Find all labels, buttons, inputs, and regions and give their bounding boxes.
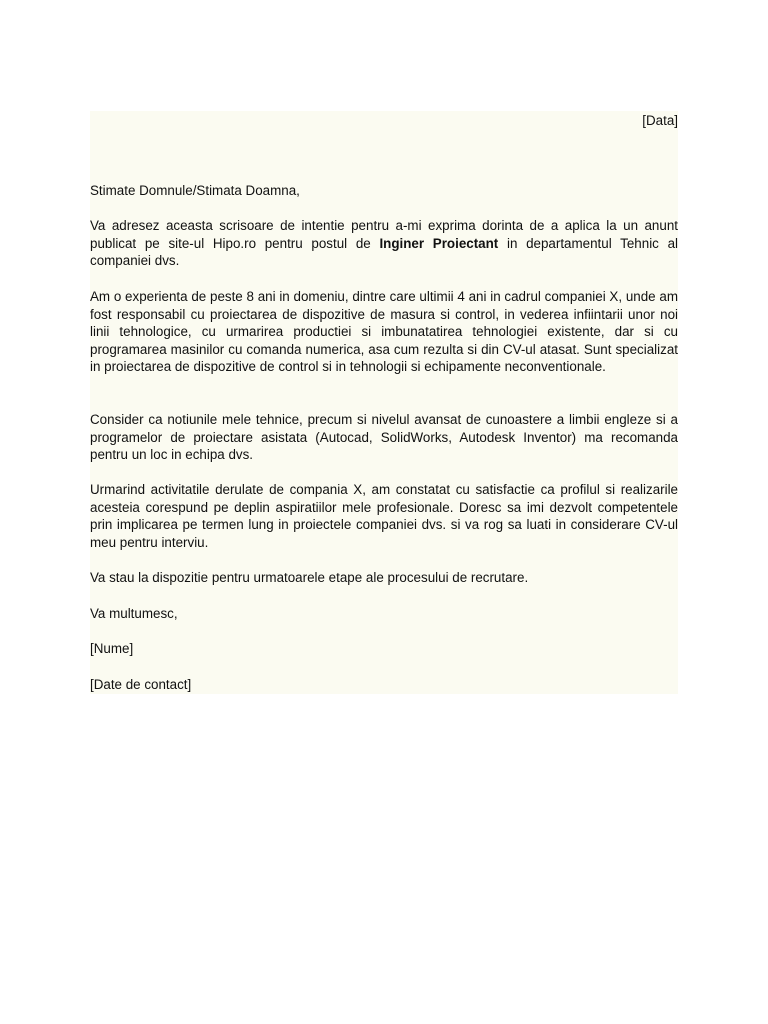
- paragraph-motivation: Urmarind activitatile derulate de compania X, am constatat cu satisfactie ca profilul si realizarile acesteia corespund pe deplin aspiratiilor mele profesionale. Doresc sa imi dezvolt competentele prin implicarea pe termen lung in proiectele companiei dvs. si va rog sa luati in considerare CV-ul meu pentru interviu.: [90, 482, 678, 550]
- date-placeholder: [Data]: [642, 113, 678, 128]
- closing-line: Va multumesc,: [90, 606, 178, 621]
- letter-page: [90, 111, 678, 694]
- paragraph-intro: [90, 217, 678, 270]
- paragraph-skills: Consider ca notiunile mele tehnice, precum si nivelul avansat de cunoastere a limbii engleze si a programelor de proiectare asistata (Autocad, SolidWorks, Autodesk Inventor) ma recomanda pentru un loc in echipa dvs.: [90, 412, 678, 462]
- paragraph-availability: Va stau la dispozitie pentru urmatoarele etape ale procesului de recrutare.: [90, 570, 529, 585]
- paragraph-intro-text-start: Va adresez aceasta scrisoare de intentie pentru a-mi exprima dorinta de a aplica la un anunt publicat pe site-ul Hipo.ro pentru postul de: [90, 218, 678, 251]
- paragraph-intro-text-end: in departamentul Tehnic al companiei dvs.: [90, 235, 678, 268]
- name-placeholder: [Nume]: [90, 641, 134, 656]
- job-title: Inginer Proiectant: [379, 235, 499, 251]
- contact-placeholder: [Date de contact]: [90, 677, 192, 692]
- salutation: Stimate Domnule/Stimata Doamna,: [90, 183, 300, 198]
- paragraph-experience: Am o experienta de peste 8 ani in domeniu, dintre care ultimii 4 ani in cadrul companiei X, unde am fost responsabil cu proiectarea de dispozitive de masura si control, in vederea infiintarii unor noi linii tehnologice, cu urmarirea productiei si imbunatatirea tehnologiei existente, dar si cu programarea masinilor cu comanda numerica, asa cum rezulta si din CV-ul atasat. Sunt specializat in proiectarea de dispozitive de control si in tehnologii si echipamente neconventionale.: [90, 289, 678, 374]
